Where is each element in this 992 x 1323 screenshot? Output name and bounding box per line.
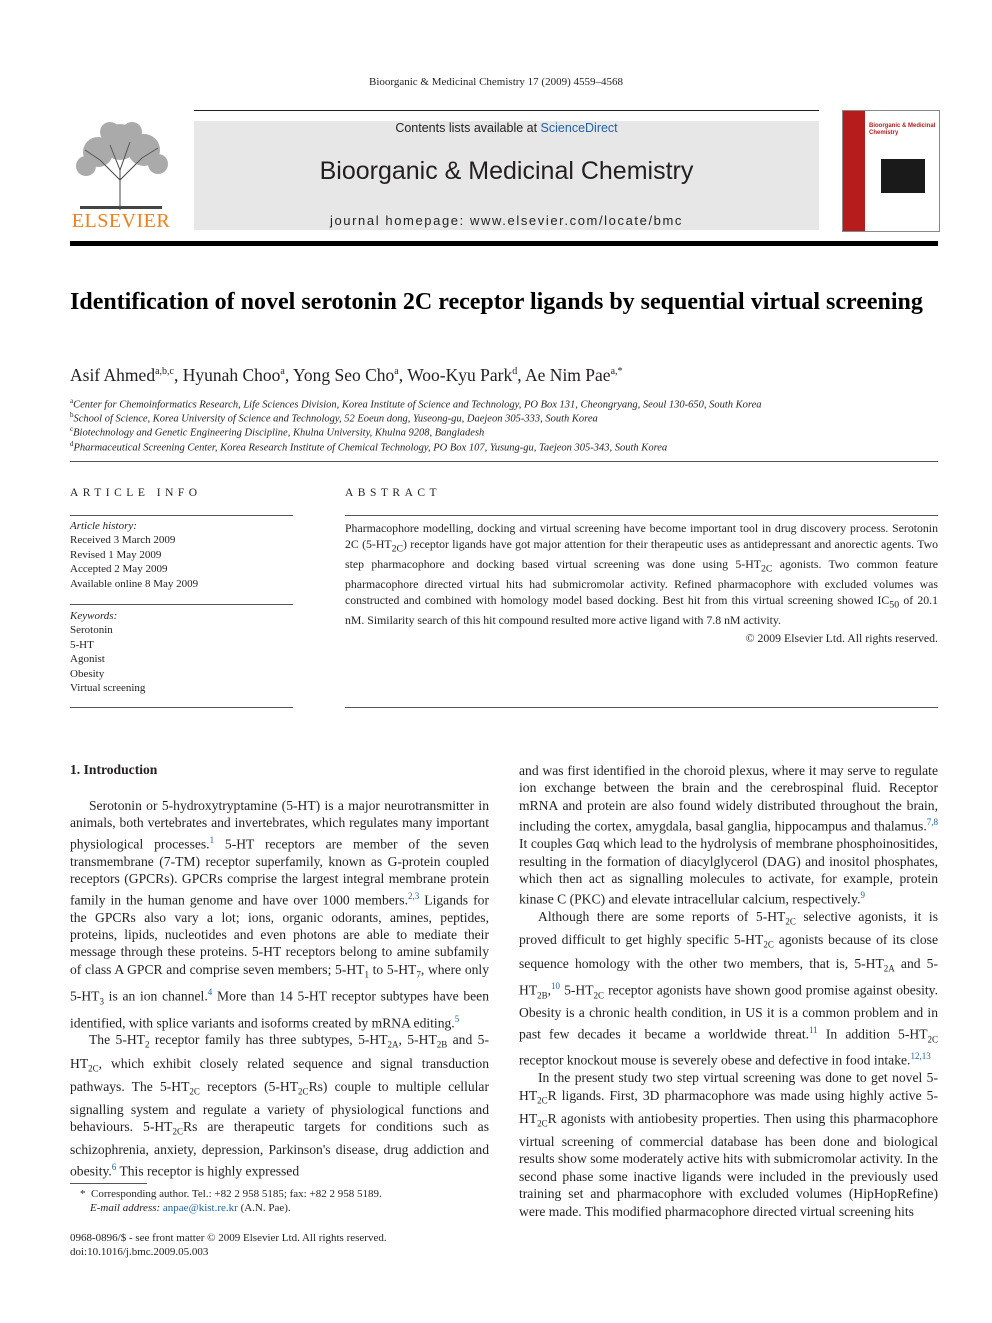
abstract-text [345,521,938,629]
abstract-rule [345,515,938,516]
citation-ref[interactable]: 1 [209,834,215,845]
body-column-right [519,762,938,1220]
citation-ref[interactable]: 2,3 [408,890,420,901]
cover-image [881,159,925,193]
abstract-rule [345,707,938,708]
author-list: Asif Ahmed$^{a,b,c}$, Hyunah Choo$^a$, Yong Seo Cho$^a$, Woo-Kyu Park$^d$, Ae Nim Pae$^{a,*}$ [70,364,623,385]
body-column-left [70,797,489,1180]
email-label: E-mail address: [90,1202,161,1214]
cover-red-bar [843,111,865,231]
article-title: Identification of novel serotonin 2C receptor ligands by sequential virtual screening [70,289,923,315]
introduction-heading: 1. Introduction [70,762,158,777]
issn-doi [70,1231,489,1259]
contents-line [194,121,819,135]
citation-ref[interactable]: 7,8 [926,817,938,828]
citation-ref[interactable]: 12,13 [910,1051,931,1062]
citation-ref[interactable]: 11 [809,1024,818,1035]
abstract-fragment: agonists. Two common feature pharmacophore directed virtual hits had submicromolar activity. Refined pharmacophore with excluded volumes was constructed and combined with homology model based docking. Best hit from this virtual screening showed IC [345,556,939,607]
history-item: Revised 1 May 2009 [70,548,162,561]
sciencedirect-link[interactable]: ScienceDirect [540,121,618,135]
affiliation-key: a [70,397,74,405]
contents-prefix: Contents lists available at [395,121,541,135]
doi-link[interactable]: doi:10.1016/j.bmc.2009.05.003 [70,1246,209,1258]
abstract-fragment: Pharmacophore modelling, docking and virtual screening have become important tool in drug discovery process. Serotonin 2C (5-HT [345,521,938,551]
paragraph: The $5-HT_2$ receptor family has three subtypes, $5-HT_{2A}$, $5-HT_{2B}$ and $5-HT_{2C}$, which exhibit closely related sequence and signal transduction pathways. The $5-HT_{2C}$ receptors $(5-HT_{2C}Rs)$ couple to multiple cellular signalling system and regulate a variety of physiological functions and behaviours. $5-HT_{2C}Rs$ are therapeutic targets for conditions such as schizophrenia, anxiety, depression, Parkinson's disease, drug addiction and obesity.$^6$ This receptor is highly expressed [70,1032,489,1179]
footnote-rule [70,1183,147,1184]
footnote-line [70,1187,489,1201]
affiliation-rule [70,461,938,462]
header-thick-rule [70,241,938,246]
paragraph: Although there are some reports of $5-HT_{2C}$ selective agonists, it is proved difficult to get highly specific $5-HT_{2C}$ agonists because of its close sequence homology with the other two members, that is, $5-HT_{2A}$ and $5-HT_{2B},^{10}$ $5-HT_{2C}$ receptor agonists have shown good promise against obesity. Obesity is a chronic health condition, in US it is a common problem and in past few decades it became a worldwide threat.$^{11}$ In addition $5-HT_{2C}$ receptor knockout mouse is severely obese and defective in food intake.$^{12,13}$ [519,909,939,1068]
journal-homepage-link[interactable]: journal homepage: www.elsevier.com/locate/bmc [329,213,684,228]
paragraph: and was first identified in the choroid plexus, where it may serve to regulate ion exchange between the brain and the cerebrospinal fluid. Receptor mRNA and protein are also found widely distributed throughout the brain, including the cortex, amygdala, basal ganglia, hippocampus and thalamus.$^{7,8}$ It couples Gαq which lead to the hydrolysis of membrane phosphoinositides, resulting in the formation of diacylglycerol (DAG) and inositol phosphates, which then act as signalling molecules to activate, for example, protein kinase C (PKC) and elevate intracellular calcium, respectively.$^9$ [519,763,938,907]
abstract-subscript: 2C [391,543,404,555]
author-affil-marker: a [280,366,285,377]
journal-citation: Bioorganic & Medicinal Chemistry 17 (2009) 4559–4568 [369,76,623,88]
footnote-contact: Corresponding author. Tel.: +82 2 958 5185; fax: +82 2 958 5189. [91,1188,382,1200]
keywords-label: Keywords: [70,610,118,622]
footnote-star: * [80,1188,86,1200]
info-rule [70,515,293,516]
keywords [70,609,293,695]
keyword: 5-HT [70,638,94,651]
abstract-fragment: ) receptor ligands have got major attention for their therapeutic uses as antidepressant and anorectic agents. Two step pharmacophore and docking based virtual screening was done using 5-HT [345,536,938,571]
paragraph: Serotonin or 5-hydroxytryptamine (5-HT) is a major neurotransmitter in animals, both vertebrates and invertebrates, which regulates many important physiological processes.$^1$ 5-HT receptors are member of the seven transmembrane (7-TM) receptor superfamily, known as G-protein coupled receptors (GPCRs). GPCRs comprise the largest integral membrane protein family in the human genome and have over 1000 members.$^{2,3}$ Ligands for the GPCRs also vary a lot; ions, organic odorants, amines, peptides, proteins, lipids, nucleotides and even photons are able to mediate their message through these proteins. 5-HT receptors belong to amine subfamily of class A GPCR and comprise seven members; $5-HT_1$ to $5-HT_7$, where only $5-HT_3$ is an ion channel.$^4$ More than 14 5-HT receptor subtypes have been identified, with splice variants and isoforms created by mRNA editing.$^5$ [70,798,489,1031]
cover-title: Bioorganic & Medicinal Chemistry [869,123,936,136]
author-name[interactable]: Yong Seo Cho [292,364,395,385]
author-affil-marker: a,b,c [155,366,174,377]
keyword: Agonist [70,653,105,666]
affiliation [70,437,667,456]
author-affil-marker: a [394,366,399,377]
paragraph: In the present study two step virtual screening was done to get novel $5-HT_{2C}R$ ligands. First, 3D pharmacophore was made using highly active $5-HT_{2C}R$ agonists with antiobesity properties. Then using this pharmacophore virtual screening of commercial database has been done and biological results show some moderately active hits with submicromolar activity. In the second phase some inactive ligands were included in the previously used training set and pharmacophore with excluded volumes (HipHopRefine) were made. This modified pharmacophore directed virtual screening hits [519,1070,938,1219]
affiliation-text: Biotechnology and Genetic Engineering Discipline, Khulna University, Khulna 9208, Bangladesh [73,427,485,439]
header-top-rule [194,110,819,111]
journal-title: Bioorganic & Medicinal Chemistry [319,157,694,185]
info-rule [70,604,293,605]
issn-line: 0968-0896/$ - see front matter © 2009 Elsevier Ltd. All rights reserved. [70,1232,387,1244]
affiliation-text: Center for Chemoinformatics Research, Life Sciences Division, Korea Institute of Science and Technology, PO Box 131, Cheongryang, Seoul 130-650, South Korea [73,399,762,411]
elsevier-wordmark: ELSEVIER [71,210,171,232]
history-item: Received 3 March 2009 [70,534,176,547]
citation-ref[interactable]: 5 [454,1013,460,1024]
affiliation-key: d [70,440,74,448]
abstract-copyright: © 2009 Elsevier Ltd. All rights reserved. [745,631,938,645]
abstract-heading: ABSTRACT [345,487,442,499]
journal-cover-thumbnail [842,110,940,232]
citation-ref[interactable]: 10 [551,980,561,991]
author-affil-marker: a,* [610,366,623,377]
history-label: Article history: [70,520,137,532]
citation-ref[interactable]: 6 [111,1161,117,1172]
history-item: Available online 8 May 2009 [70,577,199,590]
footnote-line [70,1201,489,1215]
affiliation-key: c [70,425,74,433]
author-name[interactable]: Hyunah Choo [182,364,281,385]
affiliation-text: School of Science, Korea University of Science and Technology, 52 Eoeun dong, Yuseong-gu, Daejeon 305-333, South Korea [73,413,598,425]
history-item: Accepted 2 May 2009 [70,563,168,576]
citation-ref[interactable]: 4 [207,986,213,997]
corresponding-author-footnote [70,1187,489,1215]
affiliation-text: Pharmaceutical Screening Center, Korea Research Institute of Chemical Technology, PO Box 107, Yusung-gu, Taejeon 305-343, South Korea [73,442,668,454]
article-history [70,519,293,591]
abstract-subscript: 50 [889,599,900,611]
keyword: Obesity [70,667,105,680]
email-suffix: (A.N. Pae). [240,1202,291,1214]
keyword: Virtual screening [70,682,146,695]
citation-ref[interactable]: 9 [860,890,865,901]
article-info-heading: ARTICLE INFO [70,487,202,499]
affiliation-key: b [70,411,74,419]
keyword: Serotonin [70,624,113,637]
abstract-subscript: 2C [760,563,773,575]
author-name[interactable]: Woo-Kyu Park [407,364,513,385]
email-link[interactable]: anpae@kist.re.kr [162,1202,238,1214]
author-affil-marker: d [512,366,518,377]
author-name[interactable]: Asif Ahmed [70,364,156,385]
info-rule [70,707,293,708]
abstract-fragment: of 20.1 nM. Similarity search of this hit compound resulted more active ligand with 7.8 nM activity. [345,592,938,628]
author-name[interactable]: Ae Nim Pae [525,364,611,385]
